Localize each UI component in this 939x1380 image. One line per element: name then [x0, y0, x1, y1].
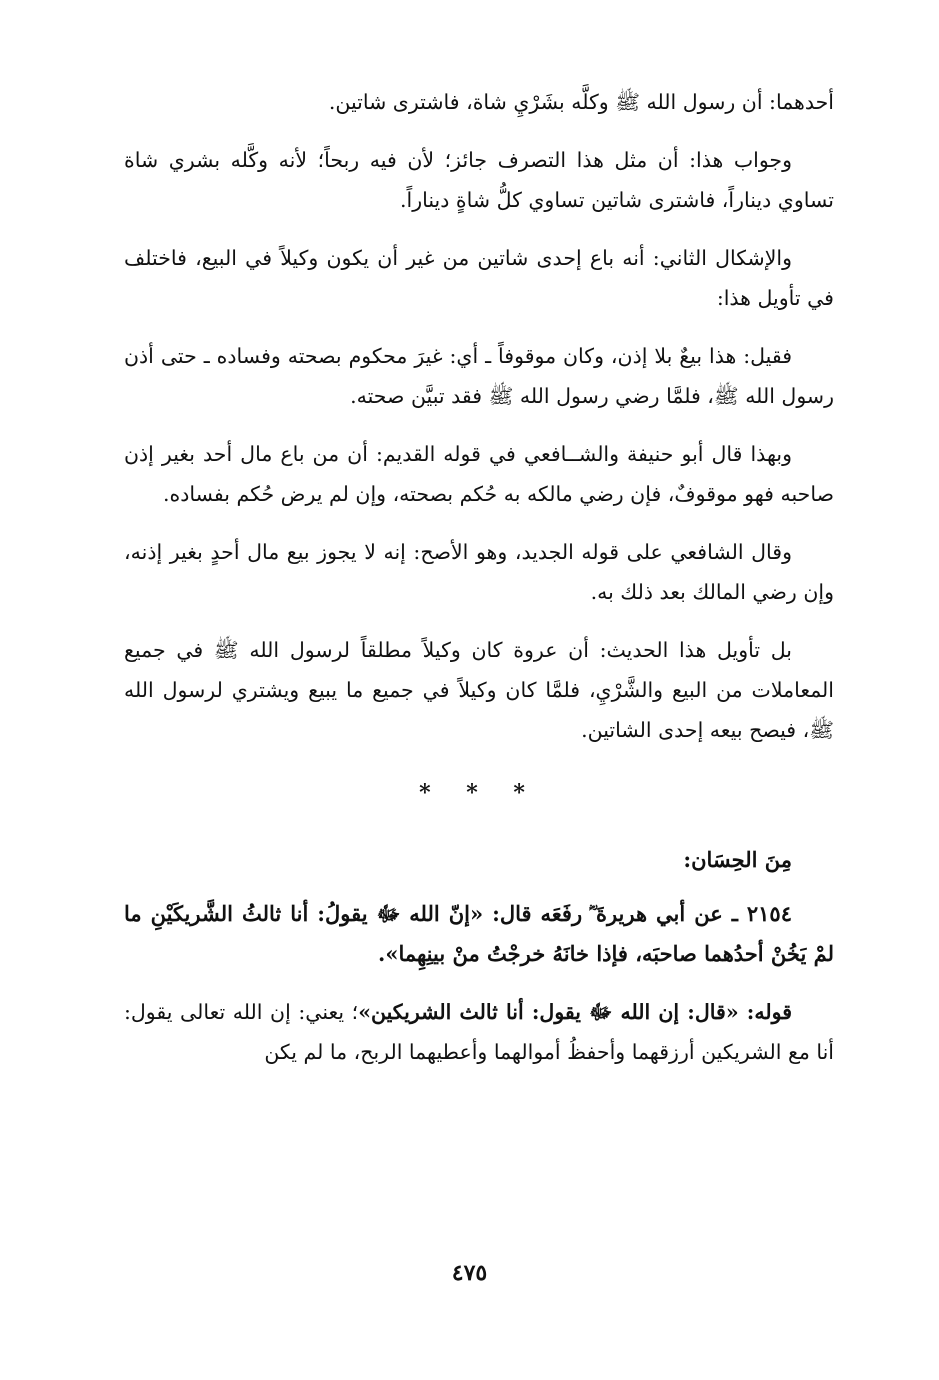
- paragraph-first-problem: أحدهما: أن رسول الله ﷺ وكلَّه بشَرْيِ شاة، فاشترى شاتين.: [328, 90, 834, 114]
- paragraph-abu-hanifa: وبهذا قال أبو حنيفة والشــافعي في قوله القديم: أن من باع مال أحد بغير إذن صاحبه فهو موقوفٌ، فإن رضي مالكه به حُكم بصحته، وإن لم يرض حُكم بفساده.: [124, 442, 834, 506]
- commentary-quote: قوله: «قال: إن الله ﷻ يقول: أنا ثالث الشريكين»: [358, 1000, 792, 1024]
- paragraph-interpretation: بل تأويل هذا الحديث: أن عروة كان وكيلاً مطلقاً لرسول الله ﷺ في جميع المعاملات من البيع والشَّرْيِ، فلمَّا كان وكيلاً في جميع ما يبيع ويشتري لرسول الله ﷺ، فيصح بيعه إحدى الشاتين.: [124, 638, 834, 742]
- paragraph-shafii-new: وقال الشافعي على قوله الجديد، وهو الأصح: إنه لا يجوز بيع مال أحدٍ بغير إذنه، وإن رضي المالك بعد ذلك به.: [124, 540, 834, 604]
- paragraph-first-opinion: فقيل: هذا بيعٌ بلا إذن، وكان موقوفاً ـ أي: غيرَ محكوم بصحته وفساده ـ حتى أذن رسول الله ﷺ، فلمَّا رضي رسول الله ﷺ فقد تبيَّن صحته.: [124, 344, 834, 408]
- paragraph-answer: وجواب هذا: أن مثل هذا التصرف جائز؛ لأن فيه ربحاً؛ لأنه وكَّله بشري شاة تساوي ديناراً، فاشترى شاتين تساوي كلُّ شاةٍ ديناراً.: [124, 148, 834, 212]
- section-title: مِنَ الحِسَان:: [683, 847, 792, 872]
- paragraph-second-problem: والإشكال الثاني: أنه باع إحدى شاتين من غير أن يكون وكيلاً في البيع، فاختلف في تأويل هذا:: [124, 246, 834, 310]
- hadith-text: ٢١٥٤ ـ عن أبي هريرةَ ؓ رفَعَه قال: «إنّ الله ﷻ يقولُ: أنا ثالثُ الشَّريكَيْنِ ما لمْ يَخُنْ أحدُهما صاحبَه، فإذا خانَهُ خرجْتُ منْ بينِهِما».: [124, 901, 834, 966]
- section-separator: * * *: [419, 780, 539, 806]
- commentary-text: ؛ يعني: إن الله تعالى يقول: أنا مع الشريكين أرزقهما وأحفظُ أموالهما وأعطيهما الربح، ما لم يكن: [124, 1000, 834, 1064]
- commentary-paragraph: [124, 992, 834, 1072]
- page-number: ٤٧٥: [451, 1260, 488, 1286]
